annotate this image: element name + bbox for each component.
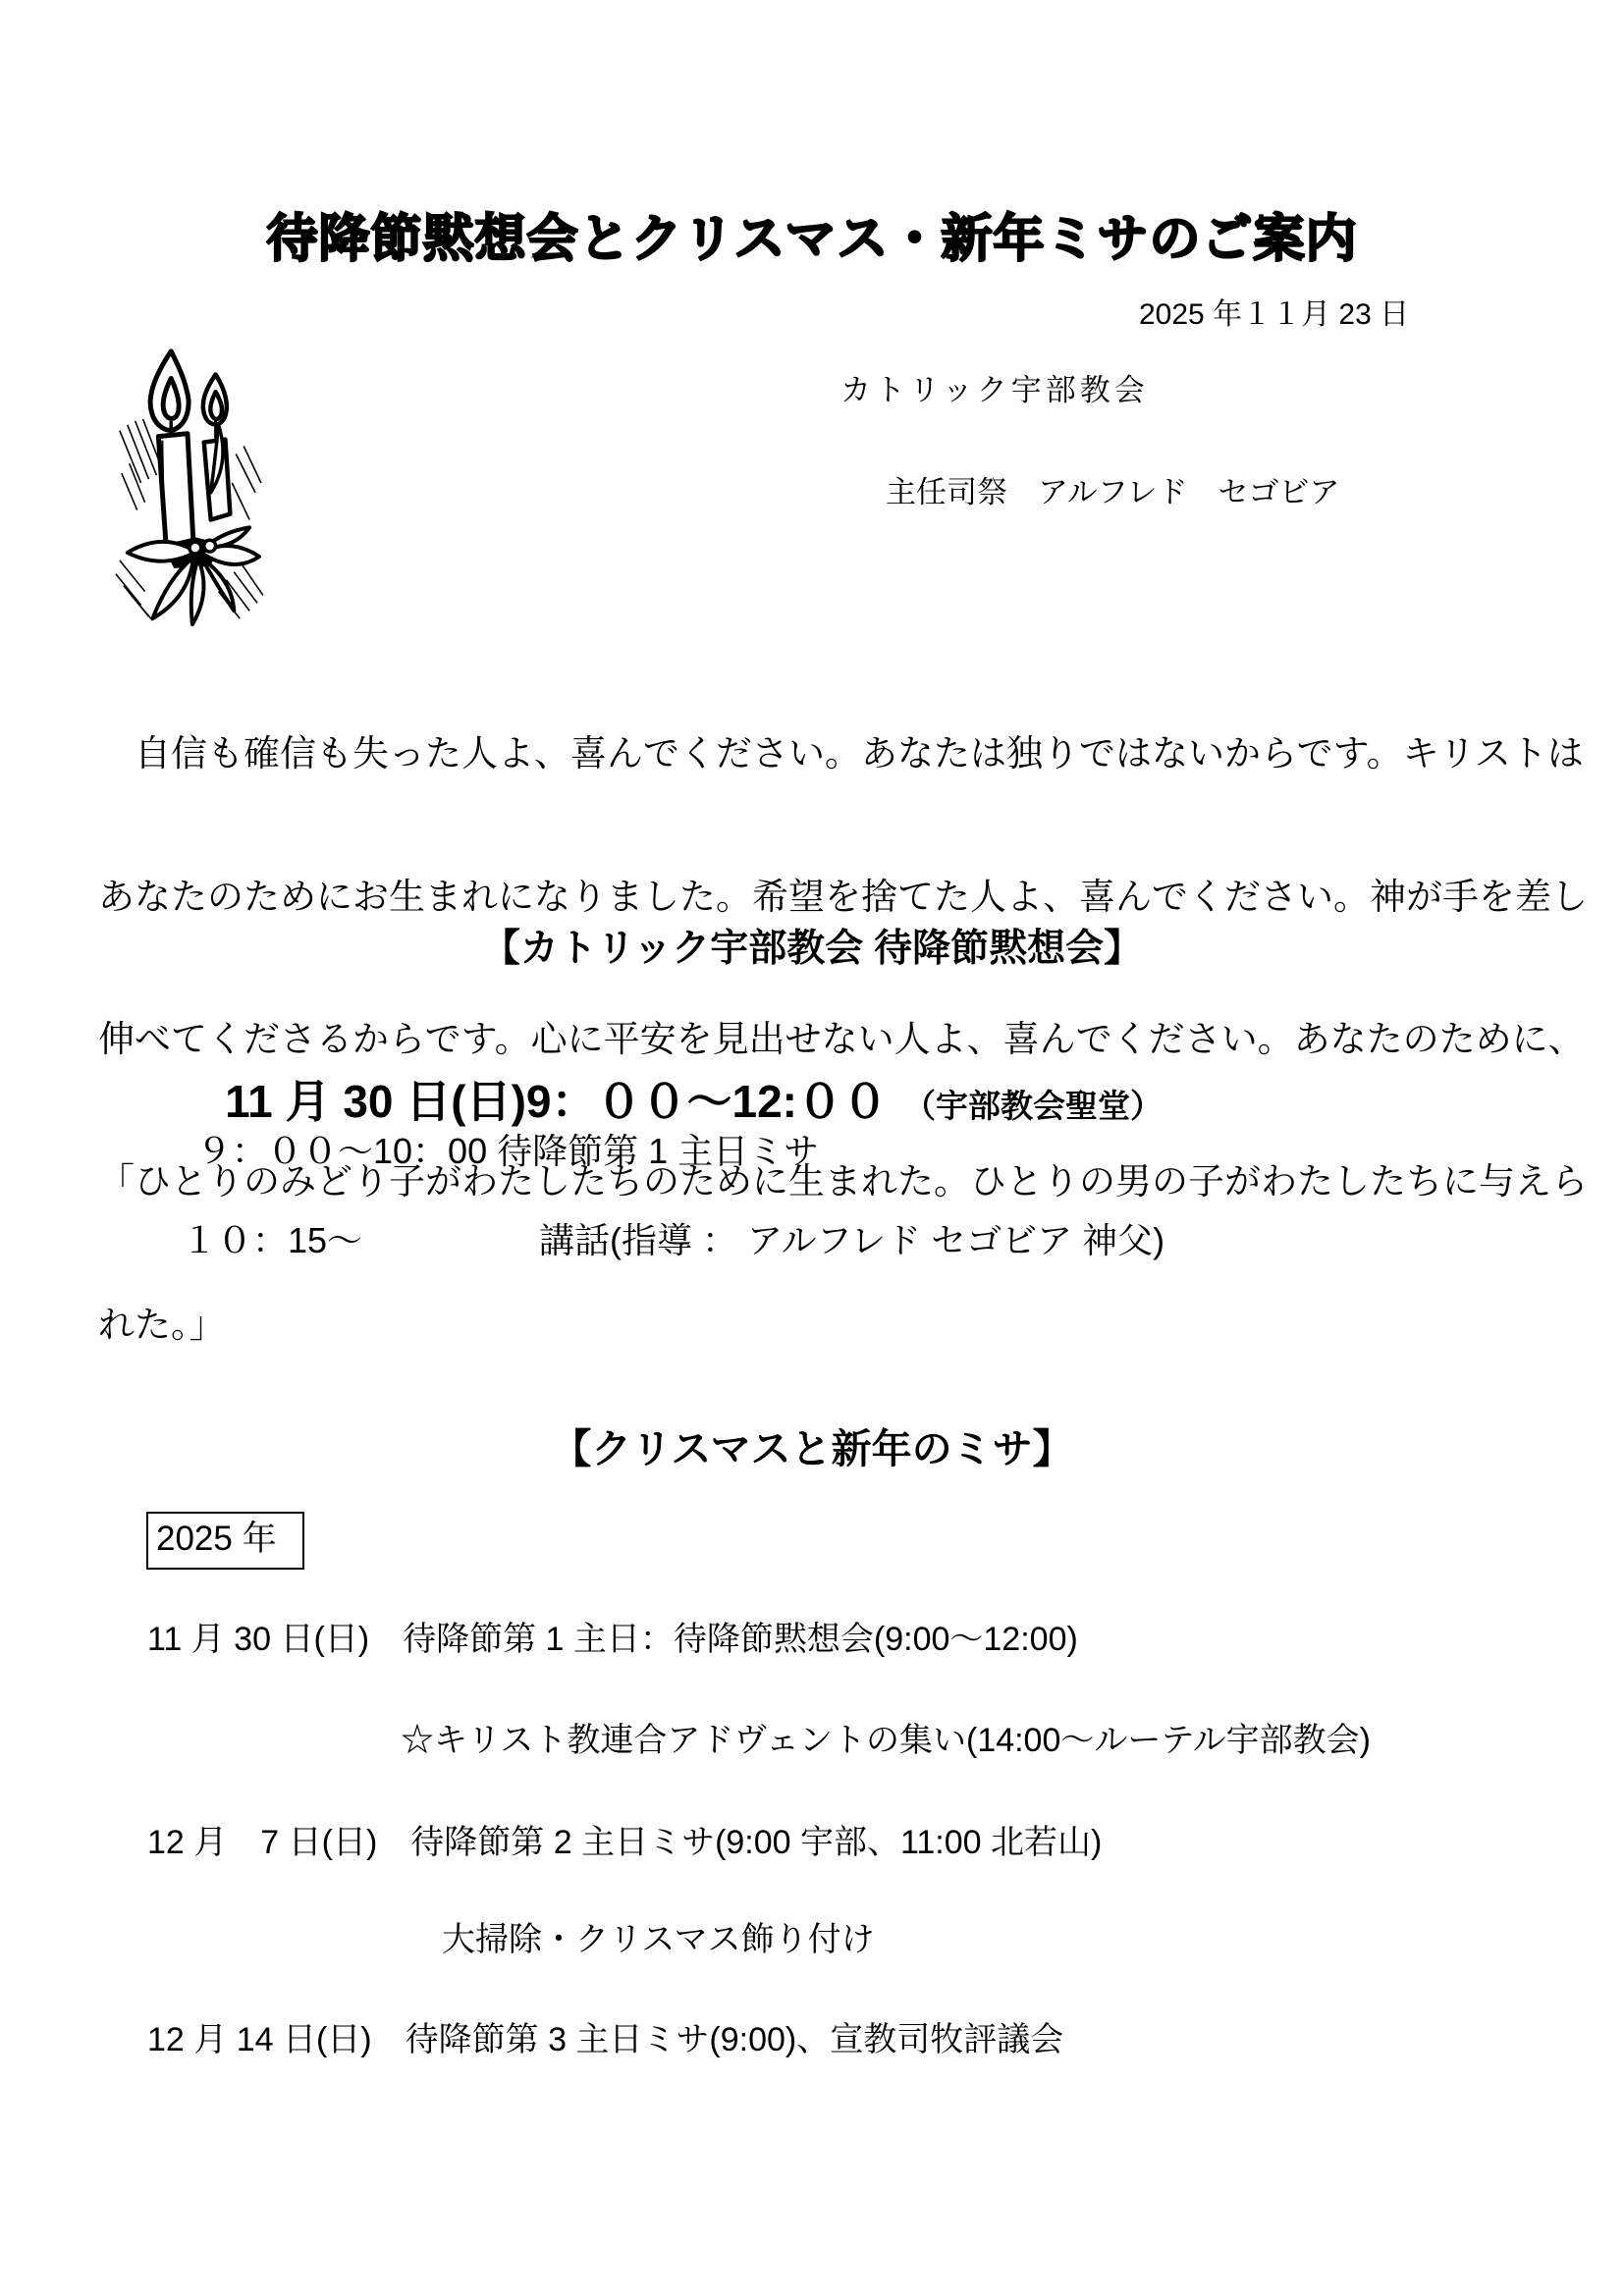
- page-title: 待降節黙想会とクリスマス・新年ミサのご案内: [266, 211, 1358, 268]
- intro-line: あなたのためにお生まれになりました。希望を捨てた人よ、喜んでください。神が手を差し: [98, 876, 1588, 917]
- intro-line: 「ひとりのみどり子がわたしたちのために生まれた。ひとりの男の子がわたしたちに与えら: [98, 1161, 1588, 1202]
- christmas-candles-icon: [102, 338, 267, 633]
- intro-line: 自信も確信も失った人よ、喜んでください。あなたは独りではないからです。キリストは: [98, 733, 1584, 774]
- meditation-datetime-text: 11 月 30 日(日)9：００～12:００: [225, 1076, 888, 1128]
- mass-event-row: 12 月 14 日(日) 待降節第 3 主日ミサ(9:00)、宣教司牧評議会: [147, 2021, 1064, 2058]
- mass-event-row: ☆キリスト教連合アドヴェントの集い(14:00～ルーテル宇部教会): [401, 1722, 1371, 1759]
- mass-event-row: 11 月 30 日(日) 待降節第 1 主日：待降節黙想会(9:00～12:00): [147, 1621, 1078, 1658]
- issue-date: 2025 年１１月 23 日: [1139, 298, 1410, 331]
- mass-event-row: 大掃除・クリスマス飾り付け: [442, 1921, 875, 1958]
- intro-line: れた。」: [98, 1304, 226, 1345]
- meditation-section-heading: 【カトリック宇部教会 待降節黙想会】: [481, 928, 1143, 970]
- mass-section-heading: 【クリスマスと新年のミサ】: [551, 1426, 1073, 1471]
- church-name: カトリック宇部教会: [840, 373, 1149, 407]
- meditation-schedule-item: ９：００～10：00 待降節第 1 主日ミサ: [196, 1131, 820, 1171]
- year-box: 2025 年: [146, 1512, 304, 1570]
- mass-event-row: 12 月 7 日(日) 待降節第 2 主日ミサ(9:00 宇部、11:00 北若山): [147, 1824, 1103, 1861]
- priest-line: 主任司祭 アルフレド セゴビア: [886, 475, 1340, 509]
- meditation-schedule-item: １０：15～ 講話(指導 ： アルフレド セゴビア 神父): [182, 1220, 1165, 1260]
- meditation-venue: （宇部教会聖堂）: [902, 1088, 1163, 1125]
- intro-line: 伸べてくださるからです。心に平安を見出せない人よ、喜んでください。あなたのために、: [98, 1018, 1585, 1059]
